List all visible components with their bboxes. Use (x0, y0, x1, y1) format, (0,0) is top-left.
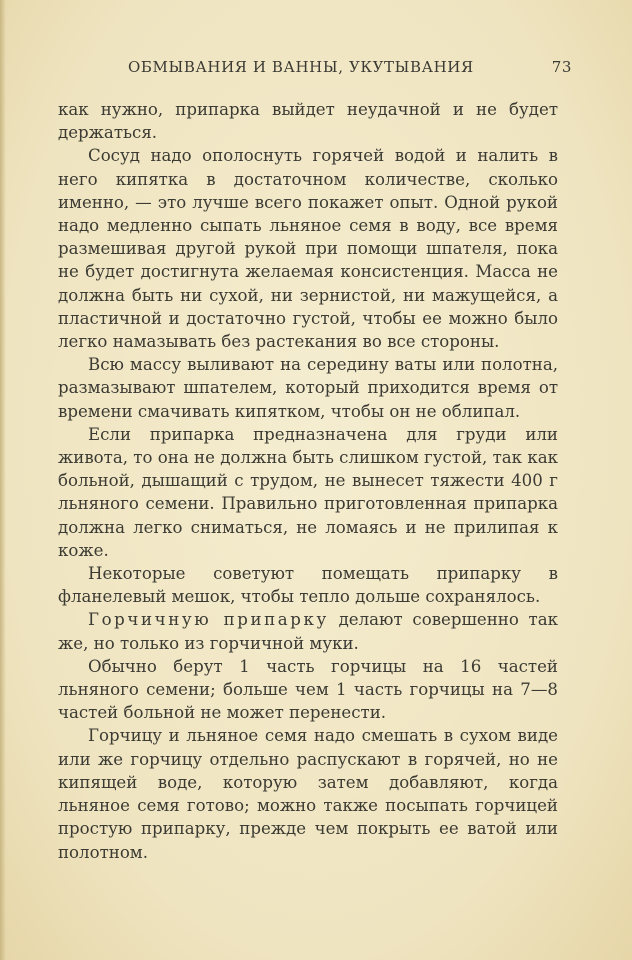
paragraph-5: Некоторые советуют помещать припарку в фланелевый мешок, чтобы тепло дольше сохранялось. (58, 564, 558, 607)
paragraph-8: Горчицу и льняное семя надо смешать в сухом виде или же горчицу отдельно распускают в горячей, но не кипящей воде, которую затем добавляют, когда льняное семя готово; можно также посыпать горчицей простую припарку, прежде чем покрыть ее ватой или полотном. (58, 726, 558, 862)
paragraph-6 (58, 608, 558, 654)
page-edge-shadow (0, 0, 6, 960)
paragraph-7: Обычно берут 1 часть горчицы на 16 частей льняного семени; больше чем 1 часть горчицы на 7—8 частей больной не может перенести. (58, 656, 558, 723)
paragraph-3: Всю массу выливают на середину ваты или полотна, размазывают шпателем, который приходится время от времени смачивать кипятком, чтобы он не облипал. (58, 355, 558, 421)
paragraph-2: Сосуд надо ополоснуть горячей водой и налить в него кипятка в достаточном количестве, сколько именно, — это лучше всего покажет опыт. Одной рукой надо медленно сыпать льняное семя в воду, все время размешивая другой рукой при помощи шпателя, пока не будет достигнута желаемая консистенция. Масса не должна быть ни сухой, ни зернистой, ни мажущейся, а пластичной и достаточно густой, чтобы ее можно было легко намазывать без растекания во все стороны. (58, 146, 558, 352)
running-title: ОБМЫВАНИЯ И ВАННЫ, УКУТЫВАНИЯ (128, 58, 474, 76)
paragraph-4: Если припарка предназначена для груди или живота, то она не должна быть слишком густой, так как больной, дышащий с трудом, не вынесет тяжести 400 г льняного семени. Правильно приготовленная припарка должна легко сниматься, не ломаясь и не прилипая к коже. (58, 424, 558, 560)
body-text (58, 98, 558, 864)
page-number: 73 (551, 58, 572, 76)
spaced-term: Горчичную припарку (88, 610, 329, 630)
paragraph-1: как нужно, припарка выйдет неудачной и не будет держаться. (58, 100, 558, 143)
paragraph-6-text: делают совершенно так же, но только из горчичной муки. (58, 610, 558, 653)
